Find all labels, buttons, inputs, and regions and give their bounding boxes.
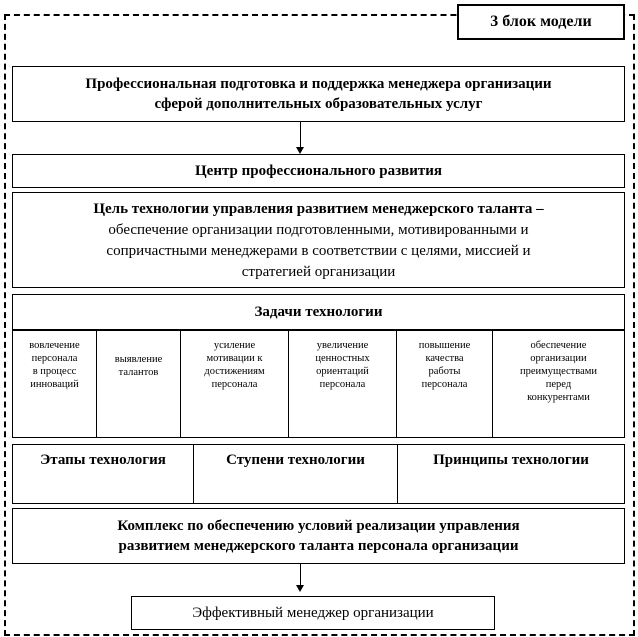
complex-conditions-line-1: Комплекс по обеспечению условий реализации управления bbox=[117, 518, 520, 534]
task-text: конкурентами bbox=[527, 392, 590, 403]
task-text: качества bbox=[425, 353, 464, 364]
task-text: работы bbox=[428, 366, 461, 377]
arrow-down-2 bbox=[300, 564, 301, 586]
task-text: персонала bbox=[421, 379, 468, 390]
arrow-head-1 bbox=[296, 147, 304, 154]
task-text: персонала bbox=[319, 379, 366, 390]
task-text: увеличение bbox=[316, 340, 369, 351]
stage-text: Принципы технологии bbox=[433, 452, 589, 468]
task-text: усиление bbox=[213, 340, 256, 351]
stage-text: Этапы технология bbox=[40, 452, 166, 468]
task-text: обеспечение bbox=[530, 340, 587, 351]
task-cell-values bbox=[289, 331, 397, 437]
task-text: в процесс bbox=[32, 366, 77, 377]
tasks-header-box bbox=[12, 294, 625, 330]
technology-goal-line-2: обеспечение организации подготовленными, мотивированными и bbox=[108, 222, 529, 238]
arrow-head-2 bbox=[296, 585, 304, 592]
task-text: ориентаций bbox=[316, 366, 369, 377]
professional-training-box bbox=[12, 66, 625, 122]
task-text: повышение bbox=[418, 340, 471, 351]
stage-cell-principles bbox=[398, 445, 624, 503]
stage-cell-steps bbox=[194, 445, 398, 503]
complex-conditions-box bbox=[12, 508, 625, 564]
stage-text: Ступени технологии bbox=[226, 452, 365, 468]
task-cell-motivation bbox=[181, 331, 289, 437]
complex-conditions-line-2: развитием менеджерского таланта персонала организации bbox=[118, 538, 519, 554]
task-text: вовлечение bbox=[29, 340, 80, 351]
task-text: достижениям bbox=[204, 366, 265, 377]
stage-cell-stages bbox=[13, 445, 194, 503]
task-text: организации bbox=[530, 353, 587, 364]
effective-manager-text: Эффективный менеджер организации bbox=[192, 605, 434, 621]
tasks-header-text: Задачи технологии bbox=[254, 304, 383, 320]
effective-manager-box bbox=[131, 596, 495, 630]
technology-goal-line-1: Цель технологии управления развитием менеджерского таланта – bbox=[93, 201, 544, 217]
task-text: мотивации к bbox=[206, 353, 263, 364]
arrow-down-1 bbox=[300, 122, 301, 148]
task-cell-advantages bbox=[493, 331, 624, 437]
technology-goal-line-3: сопричастными менеджерами в соответствии с целями, миссией и bbox=[106, 243, 531, 259]
professional-training-line-1: Профессиональная подготовка и поддержка менеджера организации bbox=[85, 76, 552, 92]
technology-goal-box bbox=[12, 192, 625, 288]
task-text: инноваций bbox=[30, 379, 79, 390]
task-text: персонала bbox=[31, 353, 78, 364]
tasks-row bbox=[12, 330, 625, 438]
block-label-text: 3 блок модели bbox=[490, 13, 592, 30]
technology-goal-line-4: стратегией организации bbox=[241, 264, 396, 280]
task-text: выявление bbox=[114, 354, 163, 365]
task-cell-quality bbox=[397, 331, 493, 437]
task-cell-talents bbox=[97, 331, 181, 437]
task-text: перед bbox=[545, 379, 572, 390]
task-text: талантов bbox=[118, 367, 159, 378]
professional-training-line-2: сферой дополнительных образовательных услуг bbox=[154, 96, 483, 112]
task-text: ценностных bbox=[315, 353, 370, 364]
task-cell-involvement bbox=[13, 331, 97, 437]
task-text: персонала bbox=[211, 379, 258, 390]
development-center-text: Центр профессионального развития bbox=[195, 163, 442, 179]
stages-row bbox=[12, 444, 625, 504]
task-text: преимуществами bbox=[519, 366, 598, 377]
block-label bbox=[457, 4, 625, 40]
development-center-box bbox=[12, 154, 625, 188]
